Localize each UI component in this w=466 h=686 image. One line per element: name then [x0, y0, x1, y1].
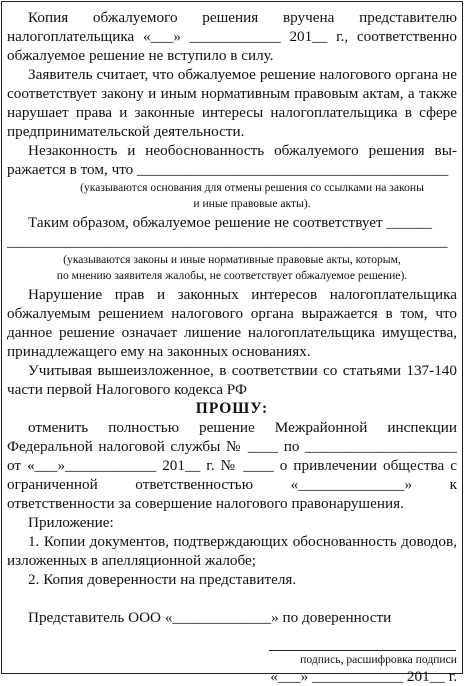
note-grounds — [7, 180, 457, 211]
signature-caption: подпись, расшифровка подписи — [300, 653, 457, 666]
note-grounds-line1: (указываются основания для отмены решения со ссылками на законы — [80, 181, 424, 194]
paragraph-illegality-line2: ражается в том, что _________________________________________ — [7, 161, 449, 178]
paragraph-thus-line2: __________________________________________________________ — [7, 233, 448, 250]
note-laws-line2: по мнению заявителя жалобы, не соответствует обжалуемое решение). — [56, 268, 408, 282]
signature-date: «___» ____________ 201__ г. — [270, 668, 457, 685]
representative-line: Представитель ООО «_____________» по доверенности — [28, 609, 392, 626]
paragraph-thus-line1: Таким образом, обжалуемое решение не соответствует ______ — [28, 214, 432, 231]
attachments-title: Приложение: — [28, 514, 114, 531]
note-grounds-line2: и иные правовые акты). — [193, 196, 311, 210]
paragraph-request: отменить полностью решение Межрайонной инспекции Федеральной налоговой службы № ____ по ____________________ от «___»____________ 201__ г. № ____ о привлечении общества с ограниченной ответственностью «______________» к ответственности за совершение налогового правонарушения. — [7, 419, 457, 512]
paragraph-illegality-line1: Незаконность и необоснованность обжалуемого решения вы- — [28, 142, 457, 159]
attachment-item-1: 1. Копии документов, подтверждающих обоснованность доводов, изложенных в апелляционной жалобе; — [7, 533, 457, 569]
attachment-item-2: 2. Копия доверенности на представителя. — [28, 571, 297, 588]
request-heading: ПРОШУ: — [195, 400, 269, 417]
paragraph-copy-delivered: Копия обжалуемого решения вручена представителю налогоплательщика «___» ____________ 201__ г., соответственно обжалуемое решение не вступило в силу. — [7, 9, 457, 64]
document-body — [7, 7, 457, 686]
note-laws — [7, 252, 457, 283]
signature-line — [269, 633, 456, 651]
note-laws-line1: (указываются законы и иные нормативные правовые акты, которым, — [63, 253, 401, 266]
paragraph-violation: Нарушение прав и законных интересов налогоплательщика обжалуемым решением налогового органа выражается в том, что данное решение означает лишение налогоплательщика имущества, принадлежащего ему на законных основаниях. — [7, 286, 457, 360]
paragraph-applicant-considers: Заявитель считает, что обжалуемое решение налогового органа не соответствует закону и иным нормативным правовым актам, а также нарушает права и законные интересы налогоплательщика в сфере предпринимательской деятельности. — [7, 66, 457, 140]
paragraph-considering: Учитывая вышеизложенное, в соответствии со статьями 137-140 части первой Налогового кодекса РФ — [7, 362, 457, 398]
